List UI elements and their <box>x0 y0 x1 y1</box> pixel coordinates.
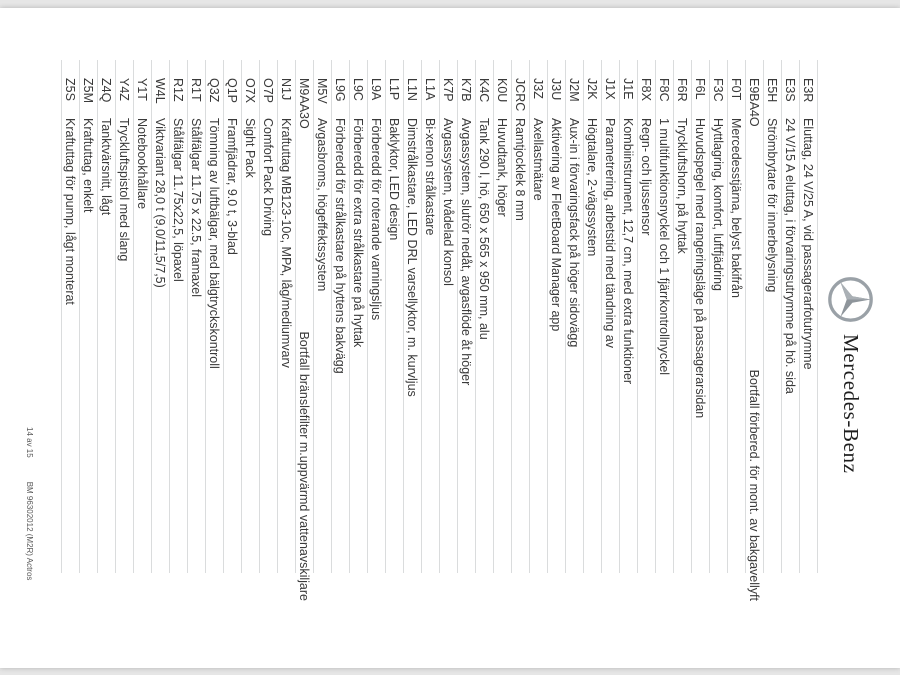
letterbox-bottom <box>0 667 900 675</box>
table-row <box>584 60 602 573</box>
option-description: Aux-in i förvaringsfack på höger sidovägg <box>567 118 582 348</box>
option-description: Mercedesstjärna, belyst bakifrån <box>729 118 744 298</box>
document-reference: BM 96302012 (M2R) Actros <box>25 481 34 581</box>
option-description: Avgassystem, tvådelad konsol <box>441 118 456 286</box>
option-description: Viktvariant 28,0 t (9,0/11,5/7,5) <box>153 118 168 288</box>
option-description: Comfort Pack Driving <box>261 118 276 237</box>
option-code: O7X <box>243 78 258 104</box>
option-description: Dimstrålkastare, LED DRL varsellyktor, m. kurvljus <box>405 118 420 397</box>
option-code: Z5S <box>63 78 78 101</box>
option-description: Huvudtank, höger <box>495 118 510 217</box>
table-row <box>170 60 188 573</box>
table-row <box>782 60 800 573</box>
table-row <box>494 60 512 573</box>
option-description: Bi-xenon strålkastare <box>423 118 438 236</box>
option-code: J2K <box>585 78 600 100</box>
option-code: Y1T <box>135 78 150 101</box>
option-code: K4C <box>477 78 492 103</box>
table-row <box>152 60 170 573</box>
table-row <box>134 60 152 573</box>
table-row <box>746 60 764 601</box>
option-description: Sight Pack <box>243 118 258 178</box>
option-code: J2M <box>567 78 582 102</box>
table-row <box>800 60 818 573</box>
option-code: E5H <box>765 78 780 103</box>
option-description: Stålfälgar 11.75 x 22.5, framaxel <box>189 118 204 298</box>
table-row <box>638 60 656 573</box>
option-description: Hyttlagring, komfort, luftfjädring <box>711 118 726 291</box>
option-description: Avgassystem, slutrör nedåt, avgasflöde åt höger <box>459 118 474 386</box>
option-code: L9G <box>333 78 348 102</box>
table-row <box>476 60 494 573</box>
option-code: O7P <box>261 78 276 104</box>
options-table <box>61 60 818 601</box>
option-description: Högtalare, 2-vägssystem <box>585 118 600 257</box>
option-code: K0U <box>495 78 510 103</box>
table-row <box>278 60 296 573</box>
table-row <box>61 60 80 573</box>
option-code: Q3Z <box>207 78 222 103</box>
option-description: Kraftuttag MB123-10c, MPA, låg/mediumvarv <box>279 118 294 368</box>
table-row <box>350 60 368 573</box>
document-page <box>0 8 900 668</box>
option-code: W4L <box>153 78 168 104</box>
option-description: Huvudspegel med rangeringsläge på passagerarsidan <box>693 118 708 419</box>
table-row <box>296 60 314 601</box>
option-description: Stålfälgar 11.75x22,5, löpaxel <box>171 118 186 282</box>
option-code: M5V <box>315 78 330 104</box>
option-description: Ramtjocklek 8 mm <box>513 118 528 221</box>
table-row <box>260 60 278 573</box>
table-row <box>404 60 422 573</box>
option-code: K7B <box>459 78 474 102</box>
option-code: F6R <box>675 78 690 102</box>
option-code: E3R <box>801 78 816 103</box>
option-code: L1P <box>387 78 402 101</box>
option-code: L9C <box>351 78 366 101</box>
table-row <box>80 60 98 573</box>
option-code: Q1P <box>225 78 240 104</box>
option-code: Y4Z <box>117 78 132 101</box>
option-code: R1T <box>189 78 204 102</box>
table-row <box>548 60 566 573</box>
table-row <box>530 60 548 573</box>
mercedes-star-icon <box>827 276 874 323</box>
table-row <box>566 60 584 573</box>
table-row <box>332 60 350 573</box>
option-description: Kraftuttag för pump, lågt monterat <box>63 118 78 305</box>
option-code: JCRC <box>513 78 528 112</box>
option-description: Bortfall bränslefilter m.uppvärmd vattenavskiljare <box>297 331 312 601</box>
option-description: Tank 290 l, hö, 650 x 565 x 950 mm, alu <box>477 118 492 340</box>
option-code: F8X <box>639 78 654 101</box>
table-row <box>368 60 386 573</box>
option-code: M9AA3O <box>297 78 312 129</box>
table-row <box>422 60 440 573</box>
table-row <box>728 60 746 573</box>
option-description: Kombiinstrument, 12,7 cm, med extra funktioner <box>621 118 636 385</box>
option-code: J3U <box>549 78 564 101</box>
option-code: J1E <box>621 78 636 100</box>
option-code: L1A <box>423 78 438 101</box>
table-row <box>224 60 242 573</box>
table-row <box>674 60 692 573</box>
mercedes-benz-logo <box>827 276 874 474</box>
option-code: J3Z <box>531 78 546 99</box>
option-description: Förberedd för roterande varningsljus <box>369 118 384 321</box>
option-description: Eluttag, 24 V/25 A, vid passagerarfotutrymme <box>801 118 816 370</box>
page-indicator: 14 av 15 <box>25 427 34 458</box>
option-description: Tömning av luftbälgar, med bälgtryckskontroll <box>207 118 222 369</box>
option-description: Avgasbroms, högeffektssystem <box>315 118 330 292</box>
option-code: F3C <box>711 78 726 102</box>
table-row <box>206 60 224 573</box>
table-row <box>656 60 674 573</box>
table-row <box>710 60 728 573</box>
table-row <box>440 60 458 573</box>
table-row <box>692 60 710 573</box>
option-description: Axellastmätare <box>531 118 546 201</box>
option-code: R1Z <box>171 78 186 102</box>
option-description: Notebookhållare <box>135 118 150 210</box>
page-footer <box>25 427 34 580</box>
table-row <box>242 60 260 573</box>
option-code: F0T <box>729 78 744 101</box>
option-description: Aktivering av FleetBoard Manager app <box>549 118 564 332</box>
option-description: Tryckluftspistol med slang <box>117 118 132 262</box>
option-description: Förberedd för strålkastare på hyttens bakvägg <box>333 118 348 374</box>
option-code: J1X <box>603 78 618 100</box>
option-description: Framfjädrar, 9.0 t, 3-blad <box>225 118 240 255</box>
mercedes-wordmark: Mercedes-Benz <box>839 334 863 474</box>
option-description: Strömbrytare för innerbelysning <box>765 118 780 293</box>
option-description: 24 V/15 A eluttag, i förvaringsutrymme på hö. sida <box>783 118 798 394</box>
option-description: 1 multifunktionsnyckel och 1 fjärrkontrollnyckel <box>657 118 672 376</box>
table-row <box>188 60 206 573</box>
option-description: Parametrering, arbetstid med tändning av <box>603 118 618 348</box>
table-row <box>764 60 782 573</box>
table-row <box>620 60 638 573</box>
table-row <box>602 60 620 573</box>
option-description: Kraftuttag, enkelt <box>81 118 96 213</box>
option-code: E3S <box>783 78 798 102</box>
table-row <box>386 60 404 573</box>
table-row <box>98 60 116 573</box>
table-row <box>314 60 332 573</box>
table-row <box>512 60 530 573</box>
option-code: Z4Q <box>99 78 114 103</box>
option-description: Baklyktor, LED design <box>387 118 402 241</box>
option-code: Z5M <box>81 78 96 103</box>
option-code: L9A <box>369 78 384 101</box>
option-code: N1J <box>279 78 294 101</box>
option-code: K7P <box>441 78 456 102</box>
option-description: Regn- och ljussensor <box>639 118 654 236</box>
table-row <box>116 60 134 573</box>
option-description: Tanktvärsnitt, lågt <box>99 118 114 216</box>
option-description: Tryckluftshorn, på hyttak <box>675 118 690 254</box>
option-code: F6L <box>693 78 708 100</box>
option-description: Förberedd för extra strålkastare på hyttak <box>351 118 366 348</box>
option-code: E9BA4O <box>747 78 762 127</box>
option-description: Bortfall förbered. för mont. av bakgavellyft <box>747 369 762 601</box>
option-code: F8C <box>657 78 672 102</box>
table-row <box>458 60 476 573</box>
option-code: L1N <box>405 78 420 101</box>
